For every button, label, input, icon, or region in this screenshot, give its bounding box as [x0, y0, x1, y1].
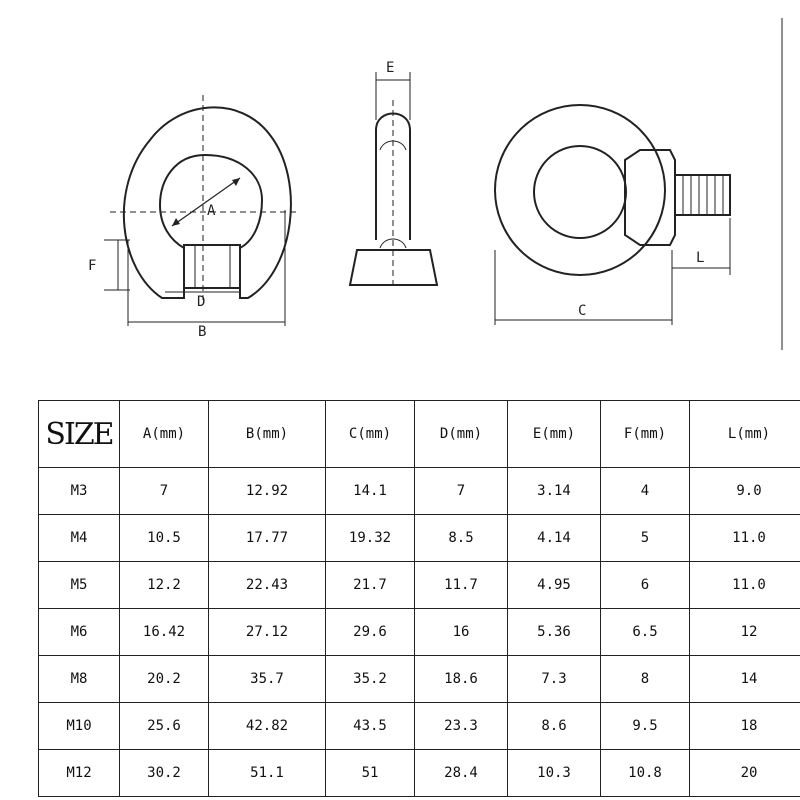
- cell-a: 10.5: [120, 515, 209, 562]
- cell-f: 4: [601, 468, 690, 515]
- cell-b: 27.12: [209, 609, 326, 656]
- cell-d: 28.4: [415, 750, 508, 797]
- cell-size: M3: [39, 468, 120, 515]
- cell-d: 18.6: [415, 656, 508, 703]
- side-view: [350, 72, 437, 290]
- cell-size: M6: [39, 609, 120, 656]
- header-f: F(mm): [601, 401, 690, 468]
- cell-a: 30.2: [120, 750, 209, 797]
- cell-f: 6.5: [601, 609, 690, 656]
- front-view: [104, 95, 300, 326]
- cell-d: 7: [415, 468, 508, 515]
- cell-size: M10: [39, 703, 120, 750]
- label-f: F: [88, 258, 97, 274]
- cell-c: 29.6: [326, 609, 415, 656]
- cell-b: 51.1: [209, 750, 326, 797]
- cell-c: 51: [326, 750, 415, 797]
- header-b: B(mm): [209, 401, 326, 468]
- threaded-view: [495, 18, 782, 350]
- cell-b: 35.7: [209, 656, 326, 703]
- cell-a: 7: [120, 468, 209, 515]
- label-c: C: [578, 303, 587, 319]
- table-row: [39, 656, 800, 703]
- cell-f: 5: [601, 515, 690, 562]
- cell-size: M12: [39, 750, 120, 797]
- label-l: L: [696, 250, 705, 266]
- cell-d: 16: [415, 609, 508, 656]
- cell-b: 12.92: [209, 468, 326, 515]
- header-d: D(mm): [415, 401, 508, 468]
- cell-d: 23.3: [415, 703, 508, 750]
- cell-e: 7.3: [508, 656, 601, 703]
- cell-b: 22.43: [209, 562, 326, 609]
- cell-l: 14: [690, 656, 800, 703]
- table-row: [39, 703, 800, 750]
- cell-f: 10.8: [601, 750, 690, 797]
- cell-l: 9.0: [690, 468, 800, 515]
- cell-e: 10.3: [508, 750, 601, 797]
- table-row: [39, 562, 800, 609]
- cell-d: 8.5: [415, 515, 508, 562]
- cell-c: 19.32: [326, 515, 415, 562]
- cell-c: 14.1: [326, 468, 415, 515]
- table-row: [39, 609, 800, 656]
- table-row: [39, 750, 800, 797]
- table-header-row: [39, 401, 800, 468]
- cell-l: 11.0: [690, 515, 800, 562]
- cell-size: M5: [39, 562, 120, 609]
- header-l: L(mm): [690, 401, 800, 468]
- eye-nut-diagram: [0, 0, 800, 370]
- spec-table: [38, 400, 800, 797]
- cell-c: 35.2: [326, 656, 415, 703]
- table-row: [39, 515, 800, 562]
- label-b: B: [198, 324, 207, 340]
- label-d: D: [197, 294, 206, 310]
- cell-l: 20: [690, 750, 800, 797]
- label-e: E: [386, 60, 395, 76]
- cell-c: 43.5: [326, 703, 415, 750]
- cell-e: 4.14: [508, 515, 601, 562]
- cell-e: 5.36: [508, 609, 601, 656]
- cell-a: 12.2: [120, 562, 209, 609]
- cell-a: 16.42: [120, 609, 209, 656]
- header-c: C(mm): [326, 401, 415, 468]
- spec-table-container: [38, 400, 800, 800]
- cell-e: 8.6: [508, 703, 601, 750]
- cell-f: 9.5: [601, 703, 690, 750]
- header-size: SIZE: [39, 401, 120, 468]
- cell-size: M8: [39, 656, 120, 703]
- cell-l: 12: [690, 609, 800, 656]
- cell-f: 6: [601, 562, 690, 609]
- cell-d: 11.7: [415, 562, 508, 609]
- cell-b: 17.77: [209, 515, 326, 562]
- cell-a: 25.6: [120, 703, 209, 750]
- cell-a: 20.2: [120, 656, 209, 703]
- cell-c: 21.7: [326, 562, 415, 609]
- cell-e: 4.95: [508, 562, 601, 609]
- cell-f: 8: [601, 656, 690, 703]
- header-a: A(mm): [120, 401, 209, 468]
- cell-l: 18: [690, 703, 800, 750]
- table-row: [39, 468, 800, 515]
- cell-l: 11.0: [690, 562, 800, 609]
- cell-size: M4: [39, 515, 120, 562]
- cell-e: 3.14: [508, 468, 601, 515]
- header-e: E(mm): [508, 401, 601, 468]
- label-a: A: [207, 203, 216, 219]
- cell-b: 42.82: [209, 703, 326, 750]
